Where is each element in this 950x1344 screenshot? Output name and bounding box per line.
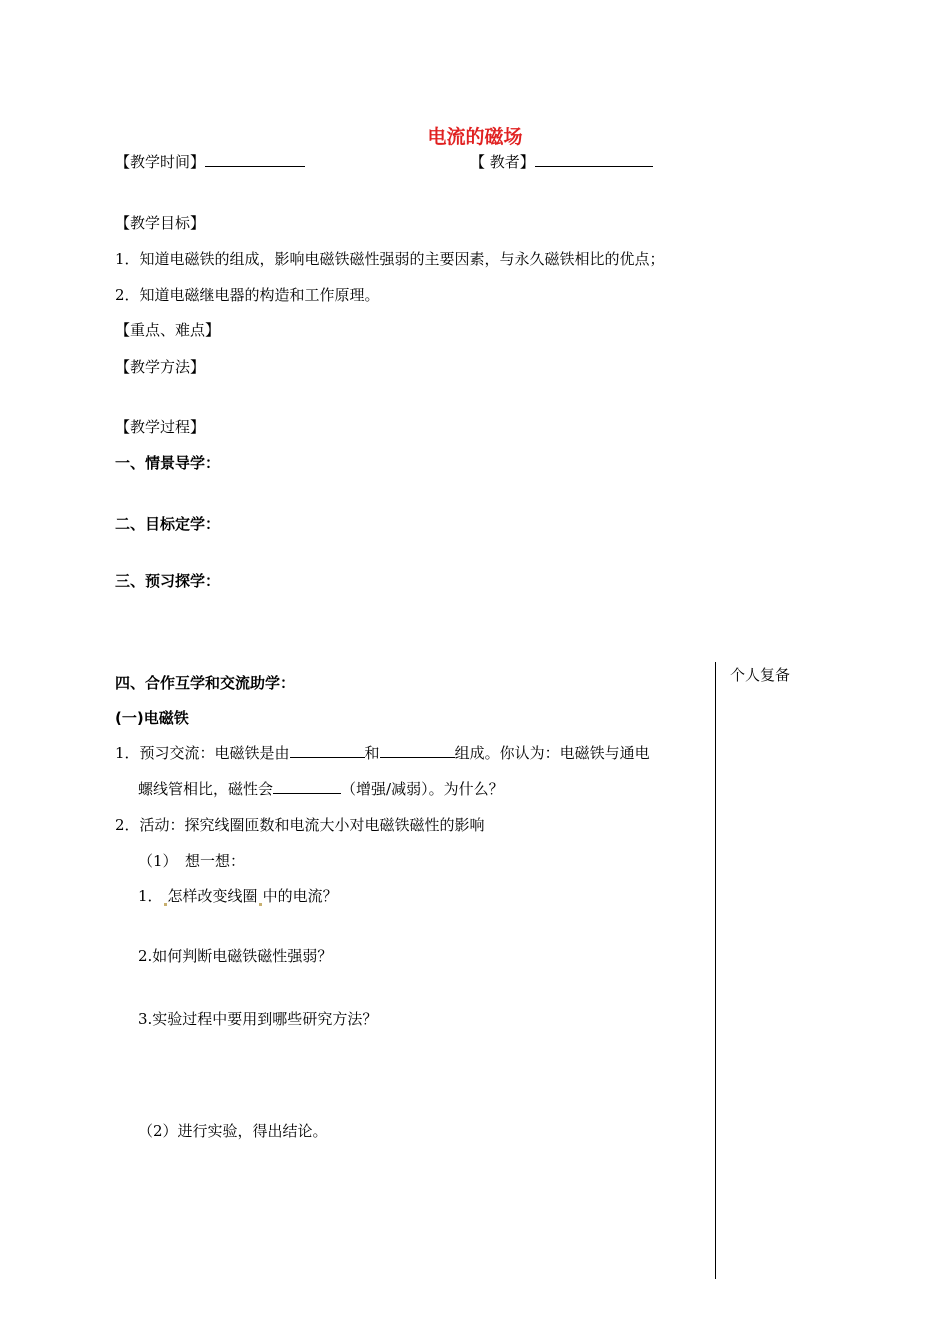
think-item-1-number: 1．: [138, 887, 163, 905]
objectives-label: 【教学目标】: [115, 214, 206, 232]
teacher-row: [470, 152, 653, 172]
objective-item-2: 2．知道电磁继电器的构造和工作原理。: [115, 286, 380, 304]
think-item-2: [138, 946, 332, 966]
think-item-1-text-b: 中的电流？: [262, 887, 338, 905]
question-1-line-1: [115, 743, 650, 763]
teaching-time-blank[interactable]: [205, 152, 305, 167]
experiment-step: （2）进行实验，得出结论。: [138, 1122, 328, 1140]
question-1-part-b: 和: [364, 744, 380, 762]
section-preview: 三、预习探学：: [115, 572, 221, 590]
teacher-label: 【 教者】: [470, 153, 535, 171]
edit-mark: [164, 903, 167, 906]
teaching-time-row: [115, 152, 305, 172]
methods-label: 【教学方法】: [115, 358, 206, 376]
question-1-part-e: （增强/减弱）。为什么？: [341, 780, 504, 798]
page-title: 电流的磁场: [427, 126, 523, 148]
think-item-1: [138, 886, 338, 906]
section-scenario: 一、情景导学：: [115, 454, 221, 472]
question-1-part-c: 组成。你认为：电磁铁与通电: [454, 744, 650, 762]
question-1-blank-3[interactable]: [273, 779, 341, 794]
think-item-3: 3.实验过程中要用到哪些研究方法？: [138, 1010, 378, 1028]
objective-item-1: 1．知道电磁铁的组成，影响电磁铁磁性强弱的主要因素，与永久磁铁相比的优点；: [115, 250, 665, 268]
subsection-electromagnet: (一)电磁铁: [115, 709, 189, 727]
think-item-2-text-b: 强弱？: [287, 947, 333, 965]
teacher-blank[interactable]: [535, 152, 653, 167]
think-item-2-text-a: 2.如何判断电磁铁磁性: [138, 947, 288, 965]
section-goals: 二、目标定学：: [115, 515, 221, 533]
question-2: 2．活动：探究线圈匝数和电流大小对电磁铁磁性的影响: [115, 816, 485, 834]
question-1-part-d: 螺线管相比，磁性会: [138, 780, 274, 798]
question-1-line-2: [138, 779, 504, 799]
side-note: 个人复备: [730, 666, 791, 684]
think-heading: （1） 想一想：: [138, 852, 246, 870]
think-item-1-text-a: 怎样改变线圈: [167, 887, 258, 905]
question-1-blank-1[interactable]: [290, 743, 365, 758]
edit-mark: [259, 903, 262, 906]
process-label: 【教学过程】: [115, 418, 206, 436]
question-1-blank-2[interactable]: [380, 743, 455, 758]
teaching-time-label: 【教学时间】: [115, 153, 206, 171]
key-points-label: 【重点、难点】: [115, 321, 221, 339]
question-1-part-a: 1．预习交流：电磁铁是由: [115, 744, 290, 762]
margin-divider: [715, 662, 716, 1279]
section-cooperation: 四、合作互学和交流助学：: [115, 674, 296, 692]
